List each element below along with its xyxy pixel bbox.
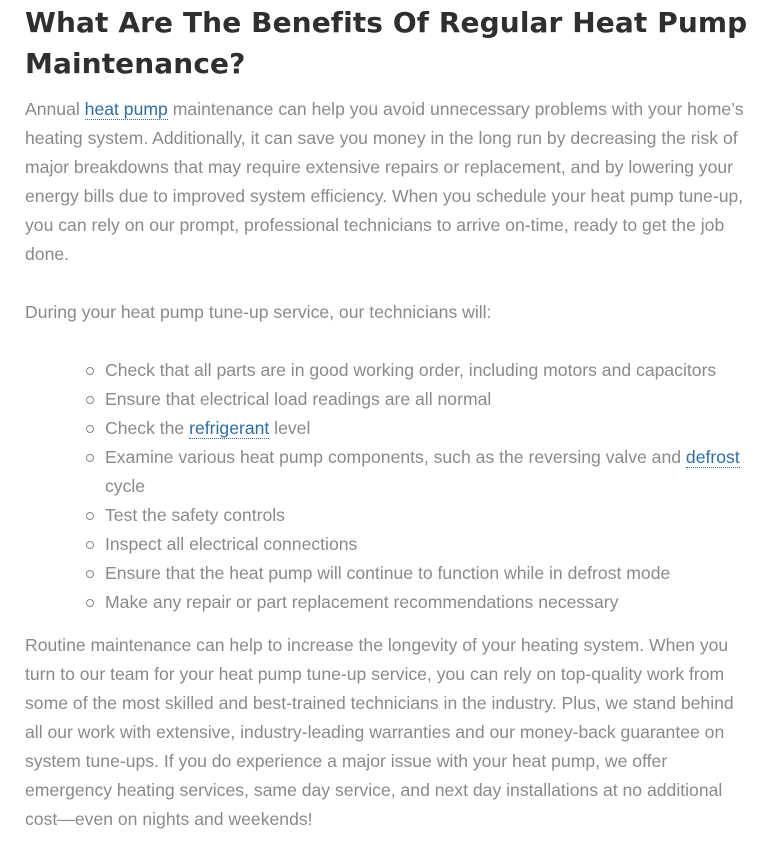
list-item-text: Check that all parts are in good working order, including motors and capacitors — [105, 360, 717, 380]
circle-bullet-icon — [86, 367, 94, 375]
closing-paragraph: Routine maintenance can help to increase the longevity of your heating system. When you turn to our team for your heat pump tune-up service, you can rely on top-quality work from some of the most skilled and best-trained technicians in the industry. Plus, we stand behind all our work with extensive, industry-leading warranties and our money-back guarantee on system tune-ups. If you do experience a major issue with your heat pump, we offer emergency heating services, same day service, and next day installations at no additional cost—even on nights and weekends! — [25, 635, 734, 829]
list-item — [85, 559, 750, 588]
list-item — [85, 501, 750, 530]
refrigerant-link[interactable]: refrigerant — [189, 418, 270, 438]
list-item-text: Check the — [105, 418, 190, 438]
list-intro: During your heat pump tune-up service, our technicians will: — [25, 302, 492, 322]
list-item — [85, 443, 750, 501]
page-title: What Are The Benefits Of Regular Heat Pump Maintenance? — [25, 6, 748, 80]
list-item — [85, 530, 750, 559]
circle-bullet-icon — [86, 396, 94, 404]
list-item — [85, 588, 750, 617]
list-item-text: Test the safety controls — [105, 505, 285, 525]
list-item-text: Inspect all electrical connections — [105, 534, 358, 554]
circle-bullet-icon — [86, 512, 94, 520]
circle-bullet-icon — [86, 425, 94, 433]
heat-pump-link[interactable]: heat pump — [84, 99, 168, 119]
article-content — [25, 0, 750, 834]
circle-bullet-icon — [86, 541, 94, 549]
list-item — [85, 356, 750, 385]
circle-bullet-icon — [86, 570, 94, 578]
defrost-link[interactable]: defrost — [685, 447, 740, 467]
list-item-text: cycle — [105, 476, 146, 496]
tune-up-checklist — [25, 356, 750, 617]
list-item — [85, 414, 750, 443]
list-item-text: Ensure that electrical load readings are all normal — [105, 389, 492, 409]
circle-bullet-icon — [86, 454, 94, 462]
circle-bullet-icon — [86, 599, 94, 607]
list-item-text: Examine various heat pump components, such as the reversing valve and — [105, 447, 686, 467]
intro-text-start: Annual — [25, 99, 85, 119]
list-item-text: Make any repair or part replacement recommendations necessary — [105, 592, 619, 612]
list-item — [85, 385, 750, 414]
list-item-text: level — [269, 418, 311, 438]
intro-paragraph — [25, 95, 750, 269]
list-item-text: Ensure that the heat pump will continue to function while in defrost mode — [105, 563, 671, 583]
intro-text-rest: maintenance can help you avoid unnecessary problems with your home’s heating system. Additionally, it can save you money in the long run by decreasing the risk of major breakdowns that may require extensive repairs or replacement, and by lowering your energy bills due to improved system efficiency. When you schedule your heat pump tune-up, you can rely on our prompt, professional technicians to arrive on-time, ready to get the job done. — [25, 99, 744, 264]
